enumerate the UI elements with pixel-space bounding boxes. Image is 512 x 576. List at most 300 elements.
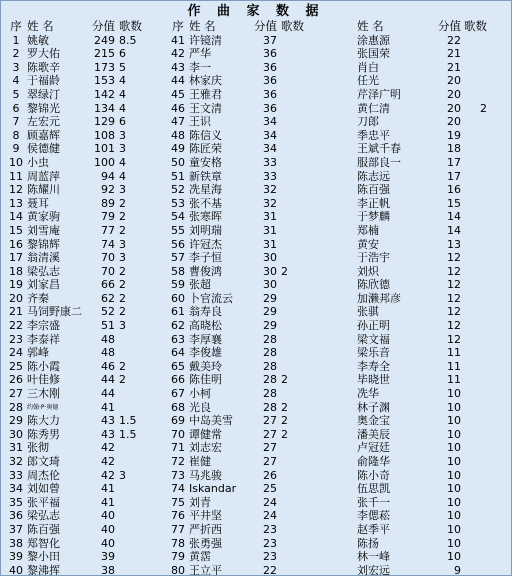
- composer-name: Iskandar: [189, 482, 237, 496]
- score-value: 12: [447, 278, 461, 292]
- score-value: 9: [454, 563, 461, 576]
- score-value: 34: [263, 115, 277, 129]
- composer-name: 林子渊: [357, 400, 390, 414]
- row-index: 57: [171, 251, 185, 265]
- composer-name: 王雅君: [189, 87, 222, 101]
- score-value: 89: [101, 196, 115, 210]
- score-value: 29: [263, 291, 277, 305]
- row-index: 10: [9, 155, 23, 169]
- table-row: [167, 441, 327, 455]
- table-row: [167, 537, 327, 551]
- score-value: 28: [263, 373, 277, 387]
- composer-name: 马饲野康二: [27, 305, 82, 319]
- row-index: 21: [9, 305, 23, 319]
- score-value: 10: [447, 509, 461, 523]
- score-value: 33: [263, 169, 277, 183]
- score-value: 153: [94, 74, 115, 88]
- row-index: 4: [12, 74, 20, 88]
- score-value: 12: [447, 319, 461, 333]
- song-count: 3: [119, 319, 126, 333]
- composer-name: 黄家驹: [27, 210, 60, 224]
- score-value: 28: [263, 359, 277, 373]
- row-index: 53: [171, 196, 185, 210]
- table-row: [167, 428, 327, 442]
- table-row: [167, 129, 327, 143]
- table-row: [5, 61, 165, 75]
- composer-name: 陈小奇: [357, 468, 390, 482]
- score-value: 32: [263, 183, 277, 197]
- row-index: 38: [9, 536, 23, 550]
- header-score: 分值: [254, 20, 277, 33]
- row-index: 58: [171, 264, 185, 278]
- score-value: 74: [101, 237, 115, 251]
- table-row: [5, 251, 165, 265]
- composer-name: 季忠平: [357, 128, 390, 142]
- row-index: 30: [9, 427, 23, 441]
- composer-name: 毕晓世: [357, 373, 390, 387]
- composer-name: 陈扬: [357, 536, 379, 550]
- table-row: [347, 469, 497, 483]
- row-index: 35: [9, 495, 23, 509]
- song-count: 5: [119, 60, 126, 74]
- table-row: [5, 373, 165, 387]
- composer-name: 聂耳: [27, 196, 49, 210]
- composer-name: 左宏元: [27, 115, 60, 129]
- composer-name: 陈信义: [189, 128, 222, 142]
- score-value: 30: [263, 278, 277, 292]
- song-count: 2: [281, 427, 288, 441]
- composer-name: 陈大力: [27, 414, 60, 428]
- composer-name: 陈佳明: [189, 373, 222, 387]
- composer-name: 陈志远: [357, 169, 390, 183]
- composer-name: 陈歌辛: [27, 60, 60, 74]
- score-value: 22: [447, 33, 461, 47]
- row-index: 56: [171, 237, 185, 251]
- composer-name: 张超: [189, 278, 211, 292]
- table-row: [5, 387, 165, 401]
- composer-name: 陈欣德: [357, 278, 390, 292]
- score-value: 23: [263, 536, 277, 550]
- table-row: [5, 455, 165, 469]
- composer-name: 于浩宇: [357, 251, 390, 265]
- table-row: [5, 401, 165, 415]
- song-count: 1.5: [119, 427, 137, 441]
- table-row: [347, 47, 497, 61]
- table-row: [167, 401, 327, 415]
- composer-name: 谭健常: [189, 427, 222, 441]
- score-value: 10: [447, 550, 461, 564]
- composer-name: 陈百强: [357, 183, 390, 197]
- score-value: 100: [94, 155, 115, 169]
- composer-name: 严华: [189, 47, 211, 61]
- table-column-2: [167, 20, 327, 576]
- composer-name: 平井坚: [189, 509, 222, 523]
- score-value: 31: [263, 210, 277, 224]
- row-index: 52: [171, 183, 185, 197]
- table-row: [347, 278, 497, 292]
- table-row: [167, 61, 327, 75]
- song-count: 6: [119, 47, 126, 61]
- table-row: [347, 265, 497, 279]
- row-index: 6: [12, 101, 20, 115]
- composer-name: 郭峰: [27, 346, 49, 360]
- composer-name: 郑楠: [357, 223, 379, 237]
- score-value: 92: [101, 183, 115, 197]
- table-row: [347, 455, 497, 469]
- table-row: [347, 346, 497, 360]
- row-index: 18: [9, 264, 23, 278]
- score-value: 23: [263, 550, 277, 564]
- composer-name: 张千一: [357, 495, 390, 509]
- score-value: 30: [263, 251, 277, 265]
- composer-name: 冼星海: [189, 183, 222, 197]
- table-row: [5, 170, 165, 184]
- row-index: 26: [9, 373, 23, 387]
- score-value: 20: [447, 74, 461, 88]
- composer-name: 奥金宝: [357, 414, 390, 428]
- row-index: 36: [9, 509, 23, 523]
- score-value: 42: [101, 441, 115, 455]
- composer-name: 张寒晖: [189, 210, 222, 224]
- table-row: [167, 346, 327, 360]
- composer-name: 陈小霞: [27, 359, 60, 373]
- composer-name: 中岛美雪: [189, 414, 233, 428]
- table-row: [347, 496, 497, 510]
- composer-name: 林家庆: [189, 74, 222, 88]
- score-value: 215: [94, 47, 115, 61]
- row-index: 27: [9, 387, 23, 401]
- score-value: 42: [101, 455, 115, 468]
- header-score: 分值: [438, 20, 461, 33]
- score-value: 21: [447, 47, 461, 61]
- table-row: [5, 265, 165, 279]
- composer-name: 俞隆华: [357, 455, 390, 468]
- composer-name: 服部良一: [357, 155, 401, 169]
- score-value: 44: [101, 387, 115, 401]
- score-value: 14: [447, 223, 461, 237]
- row-index: 28: [9, 400, 23, 414]
- row-index: 22: [9, 319, 23, 333]
- table-row: [347, 224, 497, 238]
- score-value: 36: [263, 60, 277, 74]
- score-value: 20: [447, 87, 461, 101]
- row-index: 25: [9, 359, 23, 373]
- composer-name: 肖白: [357, 60, 379, 74]
- table-row: [5, 469, 165, 483]
- score-value: 11: [447, 359, 461, 373]
- header-songs: 歌数: [119, 20, 142, 33]
- score-value: 12: [447, 291, 461, 305]
- score-value: 249: [94, 33, 115, 47]
- table-row: [347, 210, 497, 224]
- composer-name: 三木刚: [27, 387, 60, 401]
- score-value: 36: [263, 74, 277, 88]
- composer-name: 李厚襄: [189, 332, 222, 346]
- row-index: 71: [171, 441, 185, 455]
- song-count: 2: [119, 210, 126, 224]
- table-row: [167, 238, 327, 252]
- score-value: 27: [263, 427, 277, 441]
- table-row: [5, 550, 165, 564]
- score-value: 10: [447, 522, 461, 536]
- composer-name: 陈秀男: [27, 427, 60, 441]
- score-value: 20: [447, 101, 461, 115]
- composer-name: 侯德健: [27, 142, 60, 156]
- row-index: 12: [9, 183, 23, 197]
- composer-name: 王斌千春: [357, 142, 401, 156]
- table-row: [347, 156, 497, 170]
- row-index: 50: [171, 155, 185, 169]
- table-row: [5, 238, 165, 252]
- score-value: 48: [101, 346, 115, 360]
- composer-name: 刘雪庵: [27, 223, 60, 237]
- score-value: 13: [447, 237, 461, 251]
- header-name: 姓 名: [189, 20, 216, 33]
- composer-name: 郎文琦: [27, 455, 60, 468]
- row-index: 42: [171, 47, 185, 61]
- row-index: 23: [9, 332, 23, 346]
- table-row: [167, 251, 327, 265]
- score-value: 24: [263, 509, 277, 523]
- table-row: [347, 88, 497, 102]
- column-header-row: [5, 20, 165, 34]
- table-row: [5, 564, 165, 576]
- score-value: 34: [263, 128, 277, 142]
- composer-name: 李宗盛: [27, 319, 60, 333]
- table-row: [167, 333, 327, 347]
- table-row: [5, 278, 165, 292]
- table-row: [347, 61, 497, 75]
- table-row: [167, 47, 327, 61]
- score-value: 43: [101, 414, 115, 428]
- score-value: 36: [263, 101, 277, 115]
- composer-name: 张彻: [27, 441, 49, 455]
- score-value: 12: [447, 251, 461, 265]
- row-index: 24: [9, 346, 23, 360]
- table-row: [347, 142, 497, 156]
- score-value: 10: [447, 455, 461, 468]
- composer-name: 张勇强: [189, 536, 222, 550]
- composer-name: 李一: [189, 60, 211, 74]
- composer-name: 翁清溪: [27, 251, 60, 265]
- table-row: [347, 550, 497, 564]
- score-value: 39: [101, 550, 115, 564]
- table-row: [347, 251, 497, 265]
- composer-name: 光良: [189, 400, 211, 414]
- row-index: 69: [171, 414, 185, 428]
- row-index: 61: [171, 305, 185, 319]
- column-header-row: [167, 20, 327, 34]
- composer-name: 陈耀川: [27, 183, 60, 197]
- score-value: 11: [447, 346, 461, 360]
- composer-name: 黎沸挥: [27, 563, 60, 576]
- table-row: [347, 292, 497, 306]
- row-index: 62: [171, 319, 185, 333]
- row-index: 8: [12, 128, 20, 142]
- score-value: 10: [447, 441, 461, 455]
- row-index: 3: [12, 60, 20, 74]
- table-row: [167, 319, 327, 333]
- table-row: [347, 333, 497, 347]
- table-row: [347, 428, 497, 442]
- table-row: [347, 414, 497, 428]
- composer-name: 李正帆: [357, 196, 390, 210]
- table-row: [347, 183, 497, 197]
- composer-name: 马兆骏: [189, 468, 222, 482]
- score-value: 134: [94, 101, 115, 115]
- table-row: [167, 88, 327, 102]
- composer-name: 梁弘志: [27, 264, 60, 278]
- row-index: 68: [171, 400, 185, 414]
- song-count: 4: [119, 155, 126, 169]
- song-count: 4: [119, 87, 126, 101]
- row-index: 2: [12, 47, 20, 61]
- song-count: 1.5: [119, 414, 137, 428]
- table-row: [167, 102, 327, 116]
- table-row: [5, 482, 165, 496]
- composer-name: 刘炽: [357, 264, 379, 278]
- composer-name: 齐秦: [27, 291, 49, 305]
- score-value: 10: [447, 482, 461, 496]
- score-value: 43: [101, 427, 115, 441]
- table-row: [5, 156, 165, 170]
- table-row: [167, 74, 327, 88]
- composer-name: 卜官流云: [189, 291, 233, 305]
- composer-name: 孙正明: [357, 319, 390, 333]
- table-row: [347, 482, 497, 496]
- page-title: 作 曲 家 数 据: [187, 4, 325, 19]
- score-value: 23: [263, 522, 277, 536]
- table-row: [347, 74, 497, 88]
- header-score: 分值: [92, 20, 115, 33]
- song-count: 2: [281, 414, 288, 428]
- table-row: [347, 197, 497, 211]
- score-value: 28: [263, 400, 277, 414]
- table-row: [5, 210, 165, 224]
- composer-name: 赵季平: [357, 522, 390, 536]
- song-count: 2: [281, 264, 288, 278]
- composer-name: 任光: [357, 74, 379, 88]
- song-count: 2: [119, 359, 126, 373]
- row-index: 5: [12, 87, 20, 101]
- score-value: 101: [94, 142, 115, 156]
- row-index: 11: [9, 169, 23, 183]
- row-index: 67: [171, 387, 185, 401]
- song-count: 2: [119, 278, 126, 292]
- table-row: [167, 496, 327, 510]
- table-column-1: [5, 20, 165, 576]
- composer-name: 卢冠廷: [357, 441, 390, 455]
- row-index: 41: [171, 33, 185, 47]
- song-count: 3: [119, 251, 126, 265]
- table-row: [5, 428, 165, 442]
- score-value: 70: [101, 264, 115, 278]
- score-value: 22: [263, 563, 277, 576]
- table-row: [5, 509, 165, 523]
- score-value: 24: [263, 495, 277, 509]
- composer-name: 高晓松: [189, 319, 222, 333]
- composer-name: 姚敏: [27, 33, 49, 47]
- score-value: 10: [447, 414, 461, 428]
- table-row: [5, 414, 165, 428]
- table-row: [347, 34, 497, 48]
- table-row: [347, 441, 497, 455]
- score-value: 10: [447, 427, 461, 441]
- score-value: 32: [263, 196, 277, 210]
- row-index: 76: [171, 509, 185, 523]
- composer-name: 李泰祥: [27, 332, 60, 346]
- composer-name: 顾嘉辉: [27, 128, 60, 142]
- row-index: 39: [9, 550, 23, 564]
- composer-name: 陈匠荣: [189, 142, 222, 156]
- row-index: 43: [171, 60, 185, 74]
- table-row: [5, 129, 165, 143]
- row-index: 32: [9, 455, 23, 468]
- row-index: 7: [12, 115, 20, 129]
- row-index: 60: [171, 291, 185, 305]
- table-row: [167, 523, 327, 537]
- table-row: [167, 278, 327, 292]
- song-count: 3: [119, 183, 126, 197]
- composer-name: 梁乐音: [357, 346, 390, 360]
- composer-name: 刘家昌: [27, 278, 60, 292]
- score-value: 29: [263, 319, 277, 333]
- score-value: 40: [101, 536, 115, 550]
- score-value: 17: [447, 169, 461, 183]
- score-value: 38: [101, 563, 115, 576]
- table-row: [5, 197, 165, 211]
- row-index: 33: [9, 468, 23, 482]
- composer-name: 郑智化: [27, 536, 60, 550]
- table-row: [347, 401, 497, 415]
- table-row: [167, 360, 327, 374]
- score-value: 12: [447, 264, 461, 278]
- score-value: 51: [101, 319, 115, 333]
- composer-name: 新铁章: [189, 169, 222, 183]
- score-value: 10: [447, 468, 461, 482]
- row-index: 44: [171, 74, 185, 88]
- score-value: 36: [263, 47, 277, 61]
- score-value: 11: [447, 373, 461, 387]
- song-count: 3: [119, 468, 126, 482]
- row-index: 79: [171, 550, 185, 564]
- row-index: 47: [171, 115, 185, 129]
- composer-name: 黎锦光: [27, 101, 60, 115]
- header-songs: 歌数: [464, 20, 487, 33]
- table-row: [5, 34, 165, 48]
- score-value: 41: [101, 495, 115, 509]
- row-index: 59: [171, 278, 185, 292]
- song-count: 2: [281, 373, 288, 387]
- composer-name: 刘明瑞: [189, 223, 222, 237]
- row-index: 51: [171, 169, 185, 183]
- table-row: [167, 197, 327, 211]
- score-value: 12: [447, 332, 461, 346]
- composer-name: 林一峰: [357, 550, 390, 564]
- composer-name: 芹泽广明: [357, 87, 401, 101]
- table-row: [167, 305, 327, 319]
- table-row: [167, 170, 327, 184]
- score-value: 173: [94, 60, 115, 74]
- score-value: 28: [263, 332, 277, 346]
- composer-name: 小虫: [27, 155, 49, 169]
- score-value: 37: [263, 33, 277, 47]
- row-index: 63: [171, 332, 185, 346]
- row-index: 66: [171, 373, 185, 387]
- score-value: 52: [101, 305, 115, 319]
- row-index: 45: [171, 87, 185, 101]
- composer-name: 许冠杰: [189, 237, 222, 251]
